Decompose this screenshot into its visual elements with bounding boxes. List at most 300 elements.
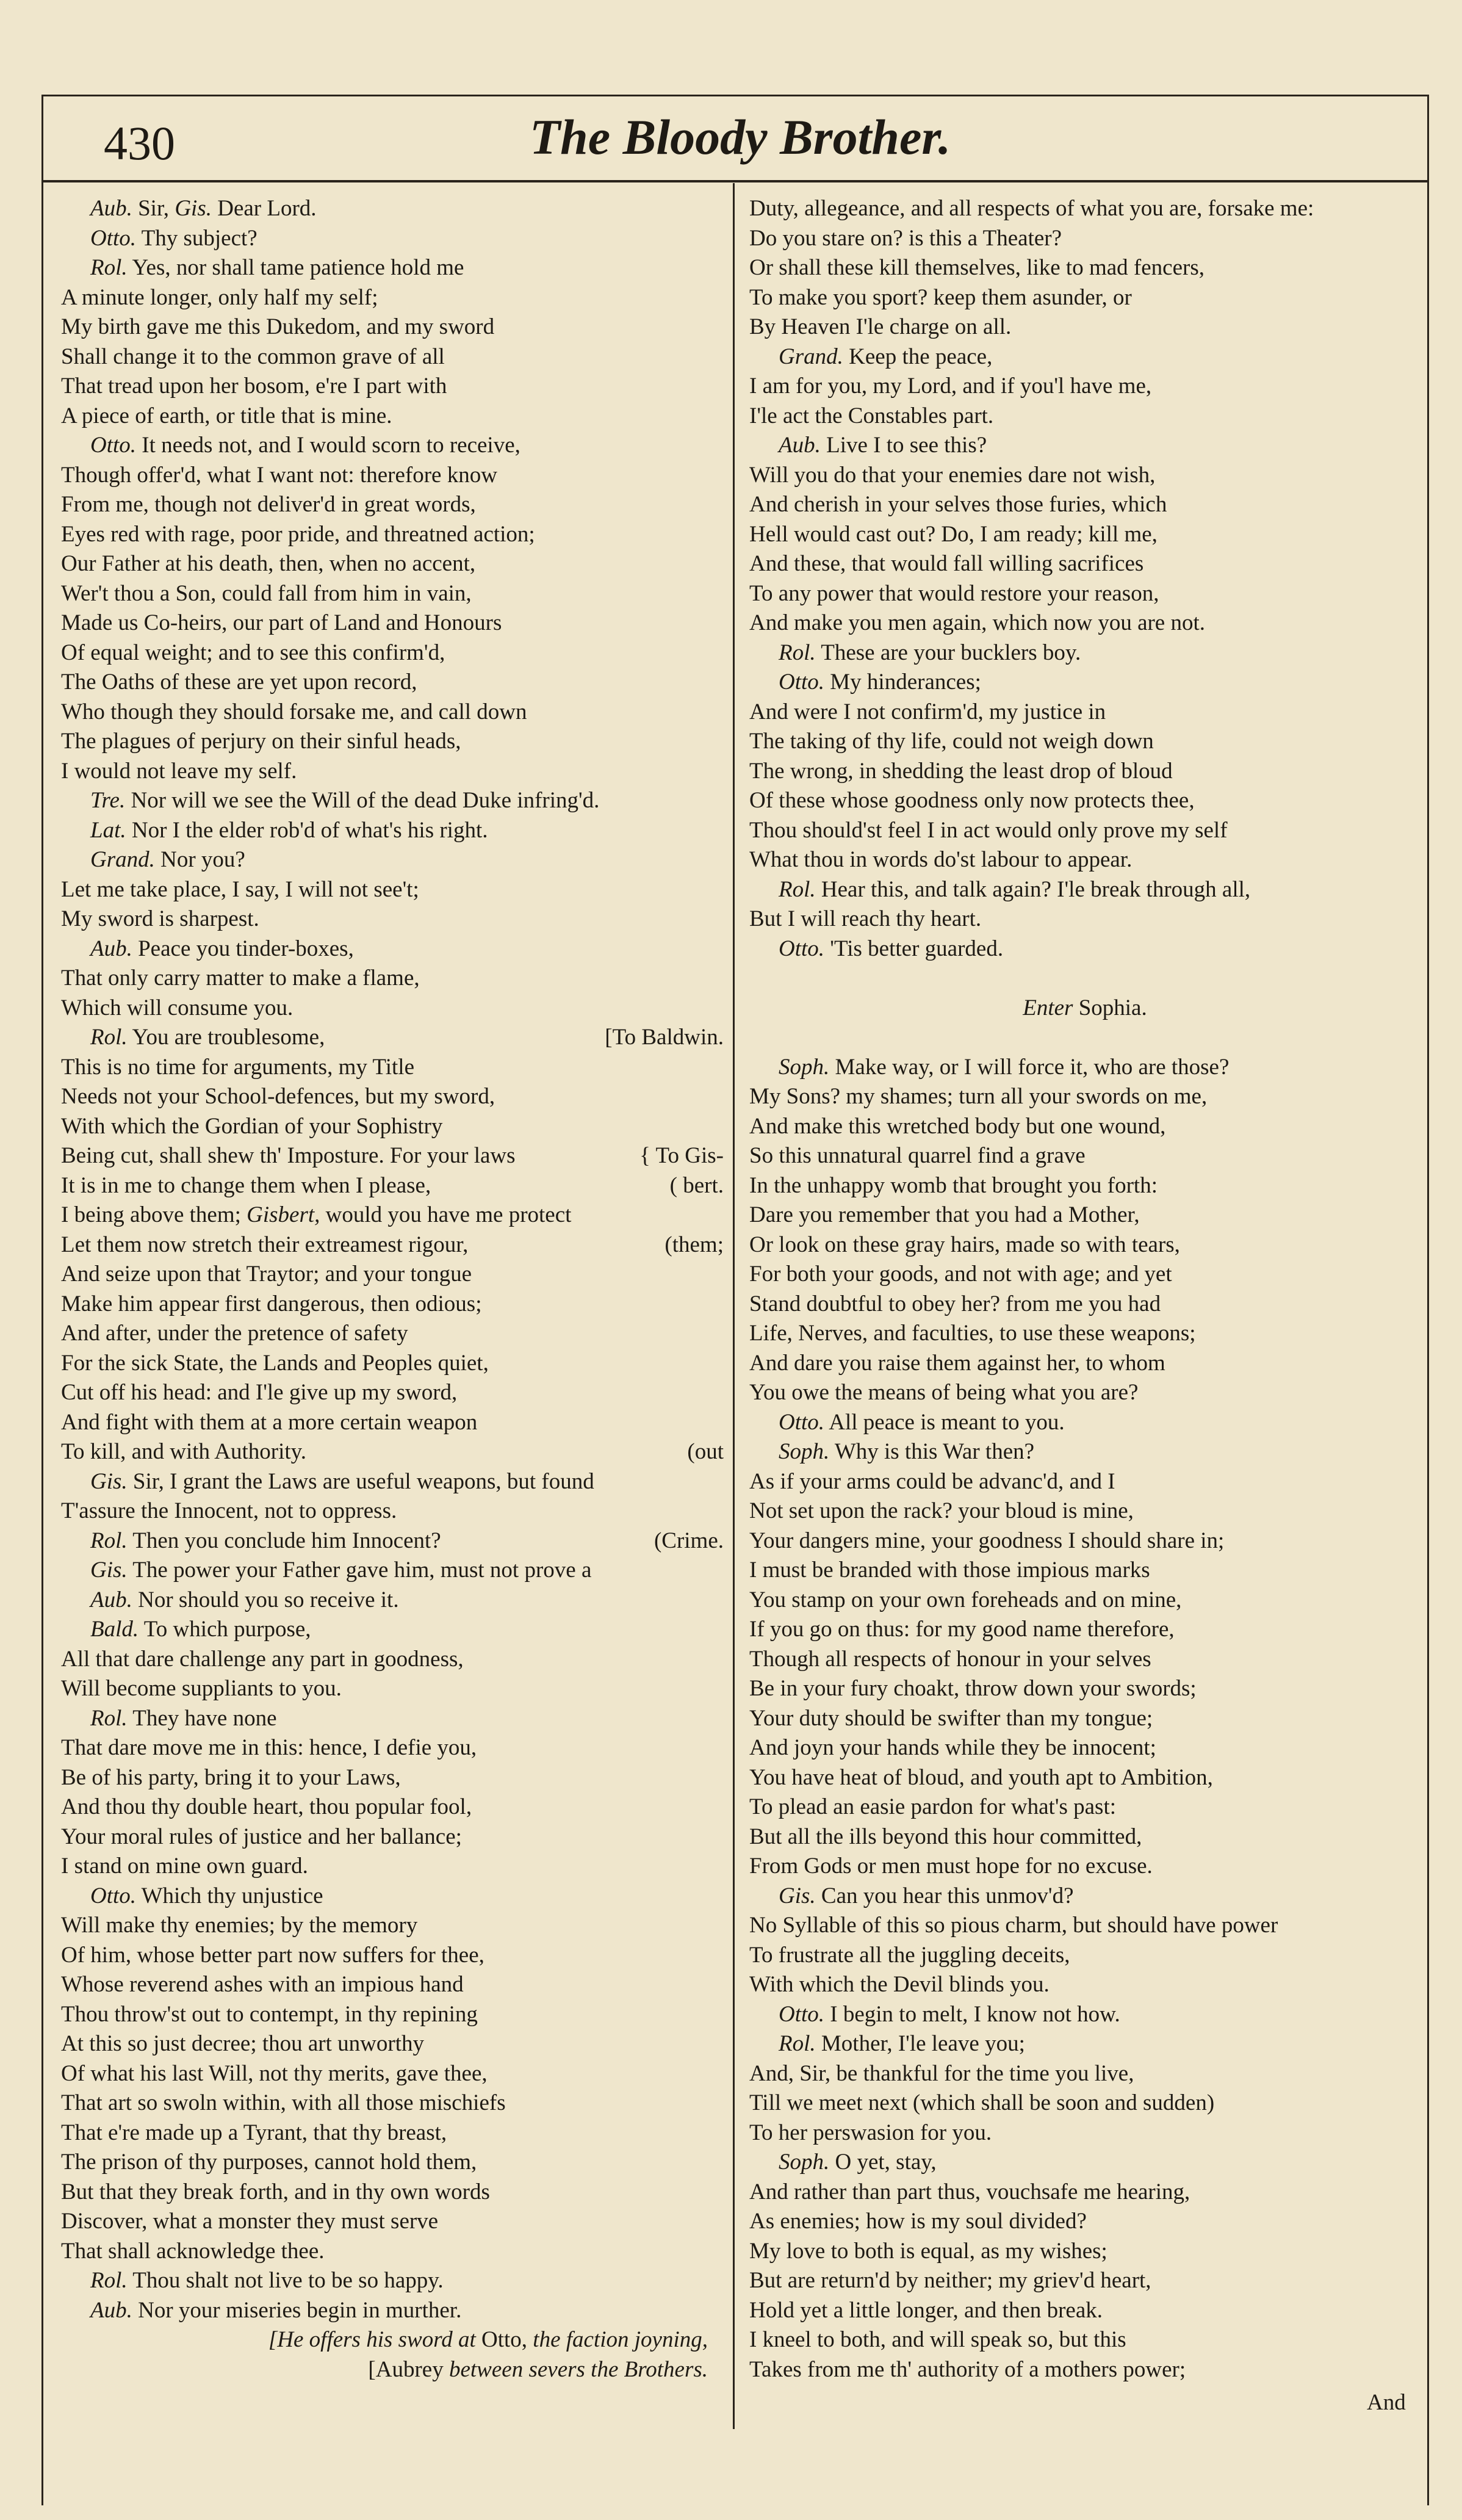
speaker-name: Otto. <box>90 225 137 251</box>
verse-line <box>749 2207 1421 2237</box>
line-text: This is no time for arguments, my Title <box>61 1054 414 1080</box>
verse-line <box>61 1526 727 1556</box>
verse-line <box>749 342 1421 372</box>
line-text: Your duty should be swifter than my tongue; <box>749 1705 1153 1731</box>
line-text: Whose reverend ashes with an impious hand <box>61 1972 464 1997</box>
line-text: 'Tis better guarded. <box>824 936 1004 961</box>
verse-line <box>61 964 727 994</box>
verse-line <box>749 2237 1421 2267</box>
line-text: Which thy unjustice <box>136 1883 323 1908</box>
line-text: Keep the peace, <box>843 344 993 369</box>
line-text: And seize upon that Traytor; and your tongue <box>61 1262 472 1287</box>
verse-line <box>61 2266 727 2296</box>
verse-line <box>61 1763 727 1793</box>
line-text: And fight with them at a more certain weapon <box>61 1409 478 1435</box>
verse-line <box>61 490 727 520</box>
line-text: Dare you remember that you had a Mother, <box>749 1202 1140 1227</box>
turnover-note: (them; <box>664 1232 724 1257</box>
line-text: My love to both is equal, as my wishes; <box>749 2238 1107 2264</box>
line-text: That only carry matter to make a flame, <box>61 966 420 991</box>
verse-line <box>749 727 1421 757</box>
verse-line <box>749 224 1421 254</box>
verse-line <box>61 549 727 579</box>
line-text: You owe the means of being what you are? <box>749 1380 1139 1405</box>
verse-line <box>61 402 727 431</box>
speaker-name: Otto. <box>779 670 825 695</box>
line-text: That shall acknowledge thee. <box>61 2238 325 2264</box>
verse-line <box>61 1023 727 1053</box>
verse-line <box>61 1141 727 1171</box>
verse-line <box>749 1911 1421 1941</box>
line-text: That tread upon her bosom, e're I part with <box>61 374 447 399</box>
line-text: Peace you tinder-boxes, <box>132 936 354 961</box>
verse-line <box>749 1704 1421 1734</box>
line-text: Mother, I'le leave you; <box>815 2031 1025 2056</box>
speaker-name: Rol. <box>90 2268 128 2293</box>
line-text: You stamp on your own foreheads and on mine, <box>749 1587 1182 1612</box>
line-text: But are return'd by neither; my griev'd heart, <box>749 2268 1151 2293</box>
line-text: Of equal weight; and to see this confirm'd, <box>61 640 445 665</box>
line-text: I kneel to both, and will speak so, but this <box>749 2327 1126 2352</box>
verse-line <box>61 194 727 224</box>
speaker-name: Gis. <box>90 1468 128 1494</box>
verse-line <box>749 1941 1421 1971</box>
line-text: Hear this, and talk again? I'le break through all, <box>815 876 1251 902</box>
verse-line <box>61 283 727 313</box>
line-text: would you have me protect <box>320 1202 572 1227</box>
line-text: Or look on these gray hairs, made so with tears, <box>749 1232 1180 1257</box>
line-text: Can you hear this unmov'd? <box>815 1883 1074 1908</box>
line-text: Sir, <box>132 196 175 221</box>
verse-line <box>749 2355 1421 2385</box>
verse-line <box>61 2148 727 2178</box>
verse-line <box>61 1290 727 1320</box>
line-text: Though all respects of honour in your selves <box>749 1646 1151 1672</box>
line-text: Let me take place, I say, I will not see't; <box>61 876 419 902</box>
line-text: I stand on mine own guard. <box>61 1854 308 1879</box>
line-text: That art so swoln within, with all those mischiefs <box>61 2090 506 2115</box>
line-text: For the sick State, the Lands and Peoples quiet, <box>61 1350 489 1376</box>
line-text: You have heat of bloud, and youth apt to Ambition, <box>749 1764 1213 1790</box>
verse-line <box>61 1053 727 1083</box>
speaker-name: Soph. <box>779 1054 830 1080</box>
verse-line <box>61 1556 727 1586</box>
line-text: The Oaths of these are yet upon record, <box>61 670 417 695</box>
verse-line <box>749 2325 1421 2355</box>
line-text: Though offer'd, what I want not: therefore know <box>61 462 497 488</box>
line-text: Of these whose goodness only now protects thee, <box>749 788 1195 813</box>
line-text: Yes, nor shall tame patience hold me <box>127 255 464 280</box>
speaker-name: Soph. <box>779 1439 830 1464</box>
speaker-name: Rol. <box>90 1025 128 1050</box>
stage-direction <box>61 2325 727 2355</box>
verse-line <box>749 2148 1421 2178</box>
verse-line <box>61 342 727 372</box>
line-text: Let them now stretch their extreamest rigour, <box>61 1232 469 1257</box>
verse-line <box>61 2178 727 2208</box>
line-text: And thou thy double heart, thou popular fool, <box>61 1794 472 1819</box>
speaker-name: Rol. <box>90 1528 128 1553</box>
verse-line <box>749 1408 1421 1438</box>
speaker-name: Aub. <box>779 433 821 458</box>
verse-line <box>749 934 1421 964</box>
verse-line <box>61 2207 727 2237</box>
verse-line <box>61 608 727 638</box>
line-text: My sword is sharpest. <box>61 906 259 931</box>
line-text: Be of his party, bring it to your Laws, <box>61 1764 401 1790</box>
verse-line <box>61 1941 727 1971</box>
line-text: Made us Co-heirs, our part of Land and Honours <box>61 610 502 635</box>
verse-line <box>749 1200 1421 1230</box>
verse-line <box>749 1082 1421 1112</box>
speaker-name: Gisbert, <box>247 1202 320 1227</box>
verse-line <box>749 283 1421 313</box>
line-text: And dare you raise them against her, to whom <box>749 1350 1165 1376</box>
turnover-note: [To Baldwin. <box>605 1025 724 1050</box>
verse-line <box>61 1230 727 1260</box>
verse-line <box>61 1319 727 1349</box>
speaker-name: Rol. <box>90 255 128 280</box>
turnover-note: (Crime. <box>654 1528 724 1553</box>
line-text: In the unhappy womb that brought you forth: <box>749 1172 1158 1198</box>
line-text: And cherish in your selves those furies, which <box>749 492 1167 517</box>
verse-line <box>749 1852 1421 1882</box>
verse-line <box>749 2178 1421 2208</box>
verse-line <box>61 1496 727 1526</box>
line-text: But all the ills beyond this hour committed, <box>749 1824 1142 1849</box>
line-text: O yet, stay, <box>829 2150 937 2175</box>
speaker-name: Grand. <box>779 344 843 369</box>
verse-line <box>61 845 727 875</box>
line-text: Why is this War then? <box>829 1439 1035 1464</box>
line-text: For both your goods, and not with age; and yet <box>749 1262 1172 1287</box>
line-text: Discover, what a monster they must serve <box>61 2209 439 2234</box>
line-text: Nor your miseries begin in murther. <box>132 2297 462 2323</box>
stage-direction-text: between severs the Brothers. <box>443 2356 708 2382</box>
line-text: It is in me to change them when I please, <box>61 1172 431 1198</box>
line-text: Takes from me th' authority of a mothers power; <box>749 2356 1186 2382</box>
verse-line <box>749 1496 1421 1526</box>
line-text: I'le act the Constables part. <box>749 403 994 428</box>
line-text: From Gods or men must hope for no excuse. <box>749 1854 1153 1879</box>
verse-line <box>61 1645 727 1675</box>
running-title: The Bloody Brother. <box>530 109 951 165</box>
verse-line <box>749 668 1421 698</box>
line-text: It needs not, and I would scorn to receive, <box>136 433 520 458</box>
verse-line <box>749 1674 1421 1704</box>
speaker-name: Aub. <box>90 196 132 221</box>
verse-line <box>61 312 727 342</box>
line-text: And after, under the pretence of safety <box>61 1321 408 1346</box>
line-text: Cut off his head: and I'le give up my sword, <box>61 1380 458 1405</box>
catchword: And <box>1367 2390 1406 2415</box>
line-text: Shall change it to the common grave of all <box>61 344 445 369</box>
verse-line <box>749 549 1421 579</box>
right-column <box>749 194 1421 2385</box>
speaker-name: Aub. <box>90 1587 132 1612</box>
line-text: The wrong, in shedding the least drop of bloud <box>749 758 1173 784</box>
verse-line <box>749 194 1421 224</box>
line-text: Eyes red with rage, poor pride, and threatned action; <box>61 521 535 547</box>
line-text: And, Sir, be thankful for the time you live, <box>749 2060 1134 2086</box>
line-text: Otto, <box>481 2327 528 2352</box>
verse-line <box>61 372 727 402</box>
line-text: Your moral rules of justice and her ballance; <box>61 1824 462 1849</box>
line-text: The prison of thy purposes, cannot hold them, <box>61 2150 477 2175</box>
line-text: Not set upon the rack? your bloud is mine, <box>749 1498 1134 1523</box>
verse-line <box>749 402 1421 431</box>
verse-line <box>749 312 1421 342</box>
verse-line <box>749 1822 1421 1852</box>
line-text: At this so just decree; thou art unworthy <box>61 2031 424 2056</box>
line-text: My hinderances; <box>824 670 981 695</box>
verse-line <box>61 904 727 934</box>
verse-line <box>749 638 1421 668</box>
line-text: To kill, and with Authority. <box>61 1439 306 1464</box>
line-text: These are your bucklers boy. <box>815 640 1081 665</box>
speaker-name: Otto. <box>779 936 825 961</box>
line-text: And make this wretched body but one wound, <box>749 1113 1166 1139</box>
line-text: Or shall these kill themselves, like to mad fencers, <box>749 255 1205 280</box>
line-text: To make you sport? keep them asunder, or <box>749 284 1132 310</box>
verse-line <box>749 698 1421 727</box>
line-text: To plead an easie pardon for what's past: <box>749 1794 1117 1819</box>
verse-line <box>749 816 1421 846</box>
verse-line <box>61 1200 727 1230</box>
speaker-name: Tre. <box>90 788 126 813</box>
verse-line <box>749 1615 1421 1645</box>
verse-line <box>749 1053 1421 1083</box>
verse-line <box>749 2029 1421 2059</box>
line-text: The taking of thy life, could not weigh down <box>749 729 1154 754</box>
line-text: My Sons? my shames; turn all your swords on me, <box>749 1084 1208 1109</box>
stage-direction-text: Enter <box>1023 995 1079 1020</box>
line-text: Needs not your School-defences, but my sword, <box>61 1084 495 1109</box>
verse-line <box>749 1467 1421 1497</box>
verse-line <box>749 461 1421 491</box>
line-text: Nor will we see the Will of the dead Duke infring'd. <box>125 788 600 813</box>
verse-line <box>61 224 727 254</box>
verse-line <box>61 1822 727 1852</box>
stage-direction-text: [He offers his sword at <box>268 2327 482 2352</box>
left-column <box>61 194 727 2385</box>
line-text: As if your arms could be advanc'd, and I <box>749 1468 1115 1494</box>
line-text: Wer't thou a Son, could fall from him in vain, <box>61 580 472 606</box>
verse-line <box>749 1526 1421 1556</box>
verse-line <box>749 2266 1421 2296</box>
stage-direction-text: the faction joyning, <box>527 2327 708 2352</box>
line-text: Thou throw'st out to contempt, in thy repining <box>61 2001 478 2027</box>
speaker-name: Rol. <box>779 640 816 665</box>
verse-line <box>749 1556 1421 1586</box>
verse-line <box>749 431 1421 461</box>
line-text: And were I not confirm'd, my justice in <box>749 699 1106 724</box>
line-text: Sophia. <box>1078 995 1147 1020</box>
verse-line <box>749 1260 1421 1290</box>
line-text: My birth gave me this Dukedom, and my sword <box>61 314 495 339</box>
verse-line <box>61 1437 727 1467</box>
verse-line <box>749 372 1421 402</box>
verse-line <box>749 253 1421 283</box>
speaker-name: Bald. <box>90 1617 139 1642</box>
speaker-name: Otto. <box>90 433 137 458</box>
verse-line <box>749 875 1421 905</box>
line-text: Life, Nerves, and faculties, to use these weapons; <box>749 1321 1196 1346</box>
verse-line <box>749 2059 1421 2089</box>
line-text: Will you do that your enemies dare not wish, <box>749 462 1156 488</box>
line-text: With which the Devil blinds you. <box>749 1972 1050 1997</box>
line-text: A piece of earth, or title that is mine. <box>61 403 392 428</box>
line-text: Sir, I grant the Laws are useful weapons, but found <box>127 1468 594 1494</box>
verse-line <box>61 698 727 727</box>
verse-line <box>749 786 1421 816</box>
verse-line <box>61 2029 727 2059</box>
verse-line <box>749 1437 1421 1467</box>
line-text: All that dare challenge any part in goodness, <box>61 1646 464 1672</box>
line-text: Do you stare on? is this a Theater? <box>749 225 1062 251</box>
verse-line <box>749 579 1421 609</box>
line-text: The plagues of perjury on their sinful heads, <box>61 729 461 754</box>
line-text: Nor I the elder rob'd of what's his right. <box>126 817 488 843</box>
verse-line <box>61 1704 727 1734</box>
verse-line <box>61 934 727 964</box>
verse-line <box>61 816 727 846</box>
verse-line <box>61 875 727 905</box>
verse-line <box>749 1112 1421 1142</box>
line-text: Will make thy enemies; by the memory <box>61 1913 418 1938</box>
line-text: Will become suppliants to you. <box>61 1676 342 1701</box>
verse-line <box>61 2296 727 2326</box>
verse-line <box>61 1911 727 1941</box>
line-text: T'assure the Innocent, not to oppress. <box>61 1498 397 1523</box>
line-text: Our Father at his death, then, when no accent, <box>61 551 476 576</box>
speaker-name: Grand. <box>90 847 155 872</box>
line-text: You are troublesome, <box>127 1025 325 1050</box>
verse-line <box>61 757 727 787</box>
verse-line <box>61 727 727 757</box>
blank-line <box>749 964 1421 994</box>
line-text: Hold yet a little longer, and then break. <box>749 2297 1103 2323</box>
verse-line <box>61 1970 727 2000</box>
line-text: By Heaven I'le charge on all. <box>749 314 1012 339</box>
verse-line <box>749 1230 1421 1260</box>
line-text: Stand doubtful to obey her? from me you had <box>749 1291 1161 1316</box>
verse-line <box>749 1763 1421 1793</box>
line-text: A minute longer, only half my self; <box>61 284 378 310</box>
line-text: Nor should you so receive it. <box>132 1587 399 1612</box>
verse-line <box>749 1733 1421 1763</box>
verse-line <box>749 1970 1421 2000</box>
verse-line <box>61 253 727 283</box>
line-text: But that they break forth, and in thy own words <box>61 2179 490 2204</box>
verse-line <box>61 1733 727 1763</box>
speaker-name: Gis. <box>90 1558 128 1583</box>
line-text: What thou in words do'st labour to appear. <box>749 847 1133 872</box>
verse-line <box>749 1290 1421 1320</box>
verse-line <box>61 579 727 609</box>
turnover-note: { To Gis- <box>639 1143 724 1168</box>
verse-line <box>749 608 1421 638</box>
verse-line <box>749 757 1421 787</box>
verse-line <box>61 638 727 668</box>
verse-line <box>749 2296 1421 2326</box>
page-number: 430 <box>104 117 175 170</box>
line-text: Being cut, shall shew th' Imposture. For your laws <box>61 1143 516 1168</box>
line-text: Hell would cast out? Do, I am ready; kill me, <box>749 521 1158 547</box>
line-text: Be in your fury choakt, throw down your swords; <box>749 1676 1197 1701</box>
line-text: Thy subject? <box>136 225 257 251</box>
line-text: Duty, allegeance, and all respects of what you are, forsake me: <box>749 196 1314 221</box>
verse-line <box>61 2089 727 2118</box>
verse-line <box>61 1882 727 1912</box>
line-text: Till we meet next (which shall be soon and sudden) <box>749 2090 1215 2115</box>
verse-line <box>749 2118 1421 2148</box>
verse-line <box>61 1615 727 1645</box>
verse-line <box>61 2237 727 2267</box>
speaker-name: Otto. <box>779 2001 825 2027</box>
line-text: Thou shalt not live to be so happy. <box>127 2268 444 2293</box>
verse-line <box>61 786 727 816</box>
speaker-name: Soph. <box>779 2150 830 2175</box>
line-text: To frustrate all the juggling deceits, <box>749 1942 1070 1968</box>
line-text: They have none <box>127 1705 277 1731</box>
line-text: Which will consume you. <box>61 995 293 1020</box>
line-text: To any power that would restore your reason, <box>749 580 1159 606</box>
line-text: And joyn your hands while they be innocent; <box>749 1735 1156 1760</box>
line-text: Your dangers mine, your goodness I should share in; <box>749 1528 1225 1553</box>
line-text: So this unnatural quarrel find a grave <box>749 1143 1086 1168</box>
speaker-name: Lat. <box>90 817 126 843</box>
verse-line <box>61 1260 727 1290</box>
verse-line <box>61 1852 727 1882</box>
line-text: To her perswasion for you. <box>749 2120 992 2145</box>
verse-line <box>749 1793 1421 1822</box>
line-text: I must be branded with those impious marks <box>749 1558 1150 1583</box>
line-text: That dare move me in this: hence, I defie you, <box>61 1735 477 1760</box>
line-text: Who though they should forsake me, and call down <box>61 699 527 724</box>
line-text: From me, though not deliver'd in great words, <box>61 492 476 517</box>
line-text: No Syllable of this so pious charm, but should have power <box>749 1913 1278 1938</box>
line-text: That e're made up a Tyrant, that thy breast, <box>61 2120 447 2145</box>
line-text: And rather than part thus, vouchsafe me hearing, <box>749 2179 1190 2204</box>
line-text: If you go on thus: for my good name therefore, <box>749 1617 1175 1642</box>
line-text: Make him appear first dangerous, then odious; <box>61 1291 482 1316</box>
line-text: All peace is meant to you. <box>824 1409 1065 1435</box>
speaker-name: Gis. <box>175 196 212 221</box>
line-text: Of what his last Will, not thy merits, gave thee, <box>61 2060 488 2086</box>
verse-line <box>61 1408 727 1438</box>
line-text: Live I to see this? <box>820 433 987 458</box>
line-text: Then you conclude him Innocent? <box>127 1528 441 1553</box>
line-text: But I will reach thy heart. <box>749 906 982 931</box>
verse-line <box>61 1349 727 1379</box>
verse-line <box>61 1467 727 1497</box>
verse-line <box>749 1349 1421 1379</box>
verse-line <box>749 904 1421 934</box>
verse-line <box>61 668 727 698</box>
turnover-note: (out <box>687 1439 724 1464</box>
verse-line <box>61 461 727 491</box>
verse-line <box>61 2059 727 2089</box>
speaker-name: Otto. <box>779 1409 825 1435</box>
speaker-name: Rol. <box>90 1705 128 1731</box>
line-text: Make way, or I will force it, who are those? <box>829 1054 1230 1080</box>
verse-line <box>61 1793 727 1822</box>
verse-line <box>61 1171 727 1201</box>
line-text: [Aubrey <box>368 2356 444 2382</box>
verse-line <box>749 1171 1421 1201</box>
turnover-note: ( bert. <box>669 1172 724 1198</box>
